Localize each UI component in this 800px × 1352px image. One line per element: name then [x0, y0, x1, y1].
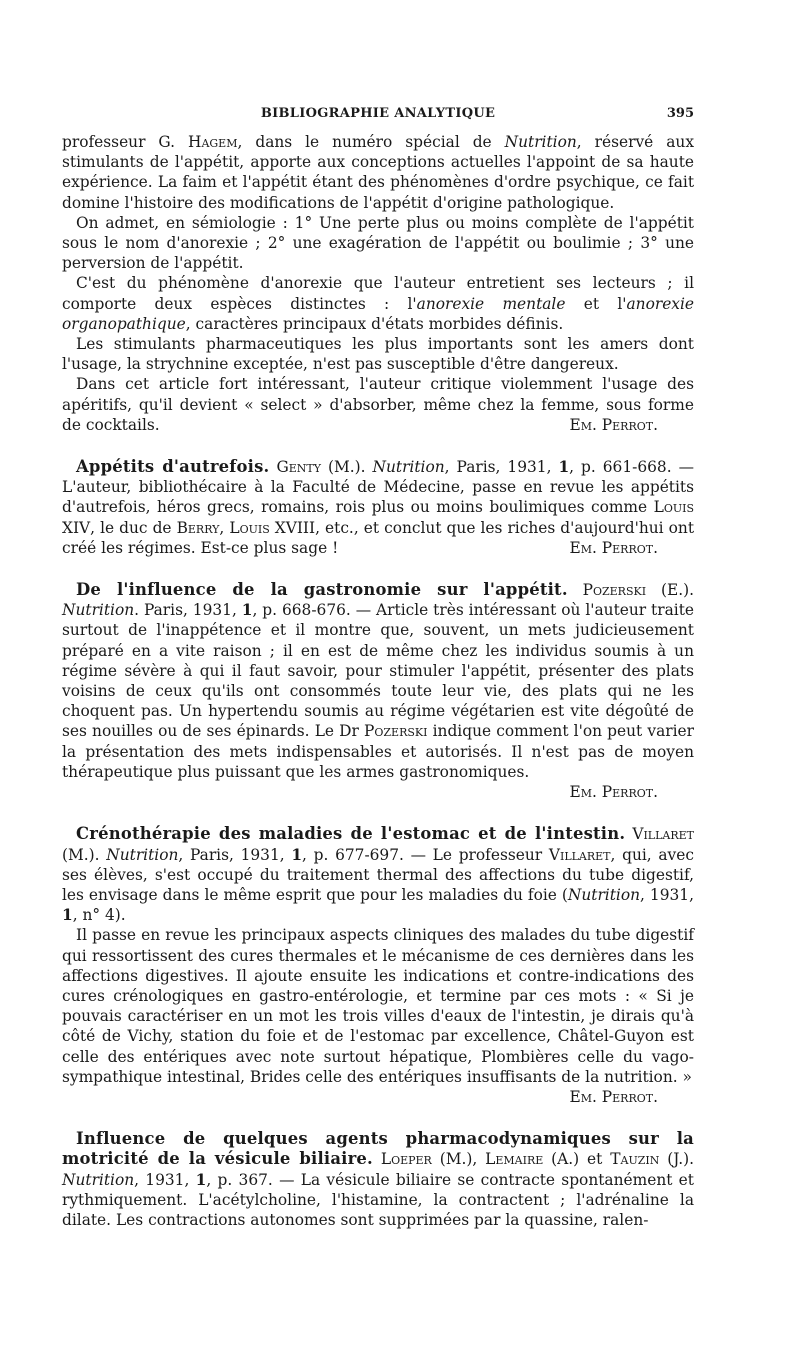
intro-paragraph-5: Dans cet article fort intéressant, l'auteur critique violemment l'usage des apéritifs, qu'il devient « select » d'absorber, même chez la femme, sous forme de cocktails. Em. Perrot.: [62, 375, 694, 434]
intro-paragraph-3: C'est du phénomène d'anorexie que l'auteur entretient ses lecteurs ; il comporte deux espèces distinctes : l'anorexie mentale et l'anorexie organopathique, caractères principaux d'états morbides définis.: [62, 274, 695, 333]
entry-title: De l'influence de la gastronomie sur l'appétit.: [76, 580, 568, 600]
entry-appetits-autrefois: Appétits d'autrefois. Genty (M.). Nutrition, Paris, 1931, 1, p. 661-668. — L'auteur, bibliothécaire à la Faculté de Médecine, passe en revue les appétits d'autrefois, héros grecs, romains, rois plus ou moins boulimiques comme Louis XIV, le duc de Berry, Louis XVIII, etc., et conclut que les riches d'aujourd'hui ont créé les régimes. Est-ce plus sage ! Em. Perrot.: [62, 457, 695, 557]
running-head: BIBLIOGRAPHIE ANALYTIQUE: [260, 106, 496, 121]
reviewer-signature: Em. Perrot.: [569, 538, 658, 557]
entry-title: Influence de quelques agents pharmacodynamiques sur la motricité de la vésicule biliaire.: [62, 1129, 694, 1169]
intro-paragraph-2: On admet, en sémiologie : 1° Une perte plus ou moins complète de l'appétit sous le nom d'anorexie ; 2° une exagération de l'appétit ou boulimie ; 3° une perversion de l'appétit.: [62, 213, 694, 273]
entry-influence-gastronomie: De l'influence de la gastronomie sur l'appétit. Pozerski (E.). Nutrition. Paris, 1931, 1, p. 668-676. — Article très intéressant où l'auteur traite surtout de l'inappétence et il montre que, souvent, un mets judicieusement préparé en a vite raison ; il en est de même chez les individus soumis à un régime sévère à qui il faut savoir, pour stimuler l'appétit, présenter des plats voisins de ceux qu'ils ont consommés toute leur vie, des plats qui ne les choquent pas. Un hypertendu soumis au régime végétarien est vite dégoûté de ses nouilles ou de ses épinards. Le Dr Pozerski indique comment l'on peut varier la présentation des mets indispensables et autorisés. Il n'est pas de moyen thérapeutique plus puissant que les armes gastronomiques.: [62, 580, 695, 781]
intro-paragraph-4: Les stimulants pharmaceutiques les plus importants sont les amers dont l'usage, la strychnine exceptée, n'est pas susceptible d'être dangereux.: [62, 335, 694, 374]
entry-title: Appétits d'autrefois.: [76, 457, 270, 477]
entry-title: Crénothérapie des maladies de l'estomac et de l'intestin.: [76, 824, 626, 844]
page-header: [62, 106, 694, 130]
reviewer-signature: Em. Perrot.: [569, 1087, 658, 1106]
reviewer-signature: Em. Perrot.: [569, 783, 658, 802]
reviewer-signature: Em. Perrot.: [569, 415, 658, 434]
entry-vesicule-biliaire: Influence de quelques agents pharmacodynamiques sur la motricité de la vésicule biliaire. Loeper (M.), Lemaire (A.) et Tauzin (J.). Nutrition, 1931, 1, p. 367. — La vésicule biliaire se contracte spontanément et rythmiquement. L'acétylcholine, l'histamine, la contractent ; l'adrénaline la dilate. Les contractions autonomes sont supprimées par la quassine, ralen-: [62, 1129, 694, 1229]
body-text: [62, 132, 694, 1230]
intro-paragraph-1: professeur G. Hagem, dans le numéro spécial de Nutrition, réservé aux stimulants de l'appétit, apporte aux conceptions actuelles l'appoint de sa haute expérience. La faim et l'appétit étant des phénomènes d'ordre psychique, ce fait domine l'histoire des modifications de l'appétit d'origine pathologique.: [62, 133, 694, 212]
entry-crenotherapie-paragraph-2: Il passe en revue les principaux aspects cliniques des malades du tube digestif qui ressortissent des cures thermales et le mécanisme de ces dernières dans les affections digestives. Il ajoute ensuite les indications et contre-indications des cures crénologiques en gastro-entérologie, et termine par ces mots : « Si je pouvais caractériser en un mot les trois villes d'eaux de l'intestin, je dirais qu'à côté de Vichy, station du foie et de l'estomac par excellence, Châtel-Guyon est celle des entériques avec note surtout hépatique, Plombières celle du vago-sympathique intestinal, Brides celle des entériques insuffisants de la nutrition. » Em. Perrot.: [62, 926, 694, 1106]
entry-crenotherapie: Crénothérapie des maladies de l'estomac et de l'intestin. Villaret (M.). Nutrition, Paris, 1931, 1, p. 677-697. — Le professeur Villaret, qui, avec ses élèves, s'est occupé du traitement thermal des affections du tube digestif, les envisage dans le même esprit que pour les maladies du foie (Nutrition, 1931, 1, n° 4).: [62, 824, 694, 925]
page-number: 395: [666, 106, 694, 121]
